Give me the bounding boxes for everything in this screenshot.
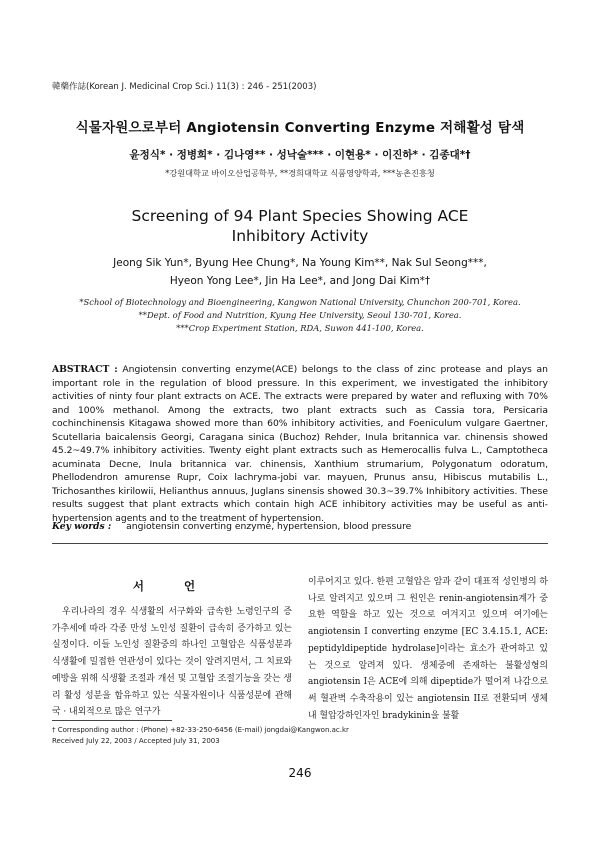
footnote-corresponding: † Corresponding author : (Phone) +82-33-250-6456 (E-mail) jongdai@Kangwon.ac.kr	[52, 726, 349, 734]
abstract	[52, 363, 548, 525]
left-column	[52, 604, 292, 721]
keywords-label: Key words :	[52, 521, 112, 532]
korean-affiliations: *강원대학교 바이오산업공학부, **경희대학교 식품영양학과, ***농촌진흥청	[165, 168, 435, 178]
footnote-received: Received July 22, 2003 / Accepted July 31, 2003	[52, 737, 220, 745]
english-title-line1: Screening of 94 Plant Species Showing ACE	[131, 207, 469, 225]
keywords	[52, 521, 411, 532]
right-column	[308, 574, 548, 724]
footnote	[52, 725, 349, 747]
english-affiliations	[0, 296, 600, 335]
page-number: 246	[288, 766, 312, 780]
abstract-text: Angiotensin converting enzyme(ACE) belongs to the class of zinc protease and plays an important role in the regulation of blood pressure. In this experiment, we investigated the inhibitory activities of ninty four plant extracts on ACE. The extracts were prepared by water and refluxing with 70% and 100% methanol. Among the extracts, two plant extracts such as Cassia tora, Persicaria cochinchinensis Kitagawa showed more than 60% inhibitory activities, and Foeniculum vulgare Gaertner, Scutellaria baicalensis Georgi, Caragana sinica (Buchoz) Rehder, Inula britannica var. chinensis showed 45.2~49.7% inhibitory activities. Twenty eight plant extracts such as Hemerocallis fulva L., Camptotheca acuminata Decne, Inula britannica var. chinensis, Xanthium strumarium, Polygonatum odoratum, Phellodendron amurense Rupr, Coix lachryma-jobi var. mayuen, Prunus ansu, Hibiscus mutabilis L., Trichosanthes kirilowii, Helianthus annuus, Juglans sinensis showed 30.3~39.7% Inhibitory activities. These results suggest that plant extracts which contain high ACE inhibitory activities may be useful as anti-hypertension agents and to the treatment of hypertension.	[52, 364, 549, 524]
english-aff-line1: *School of Biotechnology and Bioengineering, Kangwon National University, Chunchon 200-701, Korea.	[79, 297, 521, 307]
section-heading: 서 언	[132, 579, 214, 593]
english-title	[0, 206, 600, 246]
korean-authors: 윤정식* · 정병희* · 김나영** · 성낙술*** · 이현용* · 이진하* · 김종대*†	[129, 149, 471, 161]
korean-title: 식물자원으로부터 Angiotensin Converting Enzyme 저해활성 탐색	[75, 120, 525, 136]
keywords-text: angiotensin converting enzyme, hypertension, blood pressure	[126, 521, 412, 532]
english-title-line2: Inhibitory Activity	[231, 227, 369, 245]
left-column-paragraph: 우리나라의 경우 식생활의 서구화와 급속한 노령인구의 증가추세에 따라 각종 만성 노인성 질환이 급속히 증가하고 있는 실정이다. 이들 노인성 질환중의 하나인 고혈압은 식품성분과 식생활에 밀접한 연관성이 있다는 것이 알려지면서, 그 치료와 예방을 위해 식생활 조절과 개선 및 고혈압 조절기능을 갖는 생리 활성 성분을 함유하고 있는 식물자원이나 식품성분에 관해 국 · 내외적으로 많은 연구가	[52, 607, 292, 718]
abstract-label: ABSTRACT :	[52, 364, 118, 375]
english-aff-line2: **Dept. of Food and Nutrition, Kyung Hee University, Seoul 130-701, Korea.	[138, 310, 462, 320]
right-column-paragraph: 이루어지고 있다. 한편 고혈압은 암과 같이 대표적 성인병의 하나로 알려지고 있으며 그 원인은 renin-angiotensin계가 중요한 역할을 하고 있는 것으로 여겨지고 있으며 여기에는 angiotensin I converting enzyme [EC 3.4.15.1, ACE: peptidyldipeptide hydrolase]이라는 효소가 관여하고 있는 것으로 알려져 있다. 생체중에 존재하는 불활성형의 angiotensin I은 ACE에 의해 dipeptide가 떨어져 나감으로써 혈관벽 수축작용이 있는 angiotensin II로 전환되며 생체내 혈압강하인자인 bradykinin을 불활	[308, 577, 548, 721]
english-authors-line2: Hyeon Yong Lee*, Jin Ha Lee*, and Jong Dai Kim*†	[169, 275, 431, 287]
english-aff-line3: ***Crop Experiment Station, RDA, Suwon 441-100, Korea.	[176, 323, 424, 333]
section-divider	[52, 543, 548, 544]
journal-citation: 韓藥作誌(Korean J. Medicinal Crop Sci.) 11(3) : 246 - 251(2003)	[52, 82, 317, 92]
english-authors-line1: Jeong Sik Yun*, Byung Hee Chung*, Na Young Kim**, Nak Sul Seong***,	[113, 257, 487, 269]
english-authors	[0, 254, 600, 290]
footnote-divider	[52, 720, 172, 721]
